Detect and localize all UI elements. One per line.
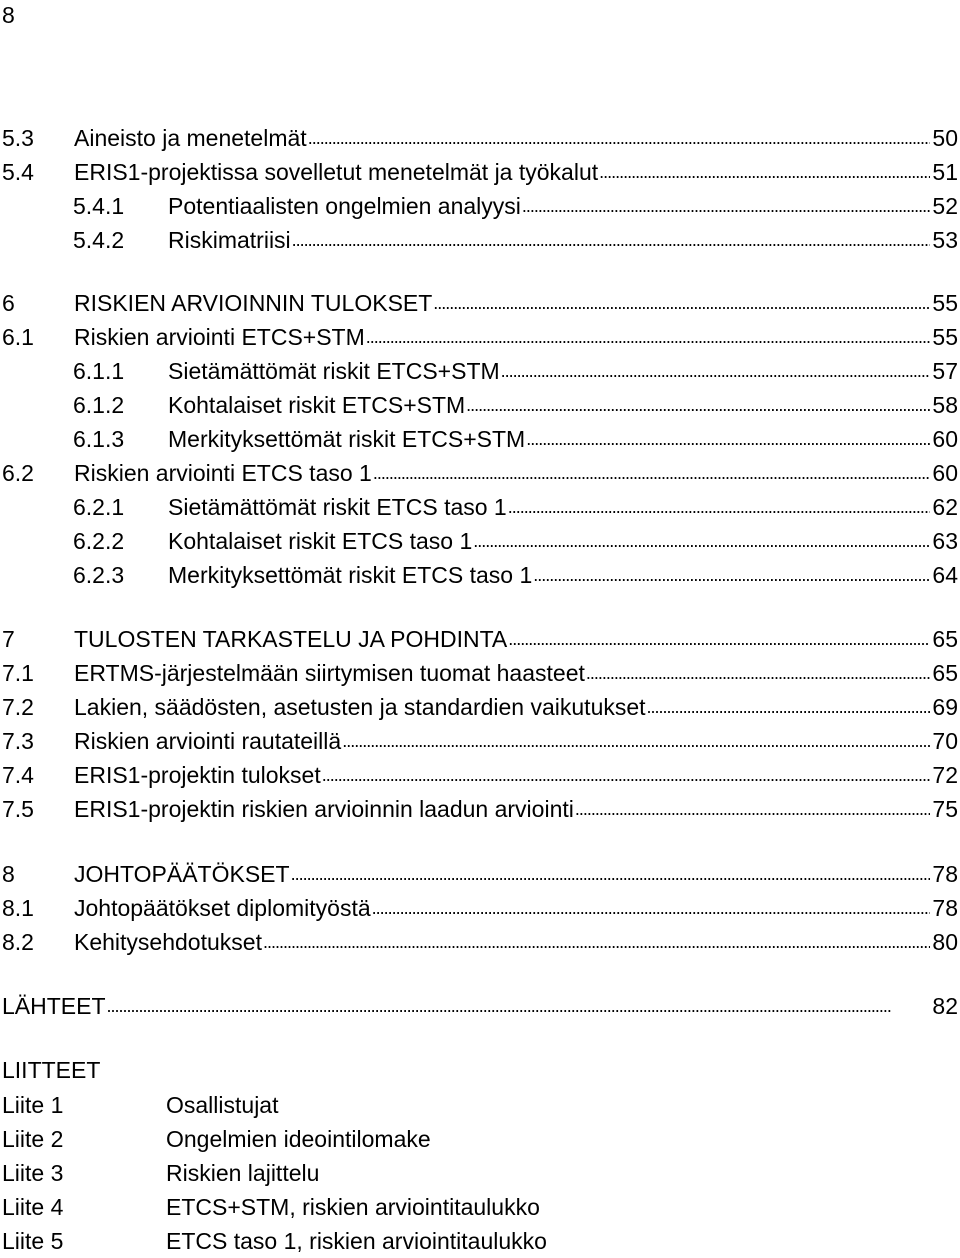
toc-leader-dots <box>526 424 930 454</box>
toc-entry-title: Kehitysehdotukset <box>74 929 262 955</box>
toc-entry[interactable] <box>0 225 958 255</box>
toc-leader-dots <box>466 390 930 420</box>
toc-entry-number: 7.3 <box>2 728 34 754</box>
toc-entry-number: 6.1.1 <box>73 358 125 384</box>
toc-entry[interactable] <box>0 893 958 923</box>
toc-entry-title: Potentiaalisten ongelmien analyysi <box>168 193 521 219</box>
toc-entry-number: 7.5 <box>2 796 34 822</box>
toc-entry-number: 5.4.1 <box>73 193 125 219</box>
toc-entry[interactable] <box>0 288 958 318</box>
toc-entry-title: Kohtalaiset riskit ETCS+STM <box>168 392 466 418</box>
toc-entry-title: TULOSTEN TARKASTELU JA POHDINTA <box>74 626 508 652</box>
toc-leader-dots <box>372 893 931 923</box>
toc-entry-number: 8.2 <box>2 929 34 955</box>
appendix-title: ETCS taso 1, riskien arviointitaulukko <box>166 1228 547 1254</box>
toc-entry-page: 50 <box>932 125 958 151</box>
toc-leader-dots <box>366 322 931 352</box>
toc-entry-page: 57 <box>932 358 958 384</box>
toc-entry-page: 62 <box>932 494 958 520</box>
toc-entry-number: 6.1 <box>2 324 34 350</box>
toc-entry-number: 8 <box>2 861 15 887</box>
toc-entry-number: 6.2 <box>2 460 34 486</box>
toc-entry[interactable] <box>0 726 958 756</box>
toc-entry[interactable] <box>0 859 958 889</box>
toc-entry-title: JOHTOPÄÄTÖKSET <box>74 861 290 887</box>
toc-leader-dots <box>263 927 930 957</box>
toc-entry-page: 72 <box>932 762 958 788</box>
appendix-label: Liite 3 <box>2 1160 64 1186</box>
toc-entry-page: 55 <box>932 324 958 350</box>
toc-entry-page: 55 <box>932 290 958 316</box>
toc-leader-dots <box>575 794 931 824</box>
page-number: 8 <box>2 2 15 28</box>
toc-entry-title: ERIS1-projektin tulokset <box>74 762 321 788</box>
toc-entry-number: 6 <box>2 290 15 316</box>
toc-entry[interactable] <box>0 157 958 187</box>
toc-entry-page: 82 <box>932 993 958 1019</box>
toc-entry-references[interactable] <box>0 991 958 1021</box>
appendix-title: Ongelmien ideointilomake <box>166 1126 431 1152</box>
toc-entry-title: Lakien, säädösten, asetusten ja standardien vaikutukset <box>74 694 646 720</box>
appendix-label: Liite 5 <box>2 1228 64 1254</box>
toc-entry-title: Johtopäätökset diplomityöstä <box>74 895 371 921</box>
toc-entry-title: ERTMS-järjestelmään siirtymisen tuomat haasteet <box>74 660 585 686</box>
toc-leader-dots <box>107 991 931 1021</box>
toc-leader-dots <box>473 526 930 556</box>
toc-entry[interactable] <box>0 692 958 722</box>
toc-entry[interactable] <box>0 191 958 221</box>
toc-entry-number: 7.2 <box>2 694 34 720</box>
toc-entry-page: 64 <box>932 562 958 588</box>
toc-entry-number: 7 <box>2 626 15 652</box>
toc-entry-title: LÄHTEET <box>2 993 106 1019</box>
toc-leader-dots <box>322 760 931 790</box>
appendix-title: Osallistujat <box>166 1092 279 1118</box>
toc-leader-dots <box>508 624 930 654</box>
toc-entry[interactable] <box>0 560 958 590</box>
toc-entry-title: Riskimatriisi <box>168 227 291 253</box>
toc-leader-dots <box>308 123 931 153</box>
toc-entry-title: Merkityksettömät riskit ETCS taso 1 <box>168 562 533 588</box>
toc-entry[interactable] <box>0 927 958 957</box>
toc-entry-number: 6.1.3 <box>73 426 125 452</box>
toc-entry-page: 65 <box>932 660 958 686</box>
toc-entry-page: 69 <box>932 694 958 720</box>
toc-entry[interactable] <box>0 458 958 488</box>
toc-entry-number: 5.3 <box>2 125 34 151</box>
toc-entry[interactable] <box>0 624 958 654</box>
toc-leader-dots <box>501 356 931 386</box>
toc-entry-number: 5.4.2 <box>73 227 125 253</box>
toc-entry-number: 6.2.3 <box>73 562 125 588</box>
toc-entry-page: 75 <box>932 796 958 822</box>
toc-entry-number: 7.1 <box>2 660 34 686</box>
toc-entry-title: Riskien arviointi rautateillä <box>74 728 342 754</box>
toc-entry-page: 65 <box>932 626 958 652</box>
toc-leader-dots <box>522 191 931 221</box>
toc-leader-dots <box>533 560 930 590</box>
toc-entry-title: ERIS1-projektin riskien arvioinnin laadun arviointi <box>74 796 574 822</box>
toc-entry[interactable] <box>0 322 958 352</box>
appendix-title: Riskien lajittelu <box>166 1160 320 1186</box>
toc-entry[interactable] <box>0 526 958 556</box>
toc-entry-title: Sietämättömät riskit ETCS+STM <box>168 358 500 384</box>
toc-leader-dots <box>433 288 930 318</box>
toc-leader-dots <box>342 726 930 756</box>
toc-entry-number: 6.1.2 <box>73 392 125 418</box>
toc-leader-dots <box>292 225 931 255</box>
toc-entry[interactable] <box>0 424 958 454</box>
toc-entry-page: 70 <box>932 728 958 754</box>
toc-entry-number: 7.4 <box>2 762 34 788</box>
toc-entry-title: Sietämättömät riskit ETCS taso 1 <box>168 494 507 520</box>
toc-entry-title: ERIS1-projektissa sovelletut menetelmät ja työkalut <box>74 159 599 185</box>
toc-leader-dots <box>291 859 931 889</box>
toc-entry-page: 60 <box>932 426 958 452</box>
toc-entry-title: Riskien arviointi ETCS taso 1 <box>74 460 372 486</box>
appendix-title: ETCS+STM, riskien arviointitaulukko <box>166 1194 540 1220</box>
toc-entry[interactable] <box>0 794 958 824</box>
appendix-label: Liite 4 <box>2 1194 64 1220</box>
toc-entry-page: 53 <box>932 227 958 253</box>
toc-entry[interactable] <box>0 658 958 688</box>
toc-entry-page: 78 <box>932 861 958 887</box>
toc-entry-page: 60 <box>932 460 958 486</box>
toc-leader-dots <box>599 157 930 187</box>
toc-entry[interactable] <box>0 356 958 386</box>
toc-entry-number: 5.4 <box>2 159 34 185</box>
toc-leader-dots <box>508 492 931 522</box>
toc-entry-title: RISKIEN ARVIOINNIN TULOKSET <box>74 290 433 316</box>
toc-entry-page: 58 <box>932 392 958 418</box>
toc-entry-title: Kohtalaiset riskit ETCS taso 1 <box>168 528 473 554</box>
toc-entry[interactable] <box>0 492 958 522</box>
toc-leader-dots <box>586 658 931 688</box>
toc-entry-page: 63 <box>932 528 958 554</box>
toc-entry-page: 80 <box>932 929 958 955</box>
toc-entry-title: Merkityksettömät riskit ETCS+STM <box>168 426 526 452</box>
toc-entry[interactable] <box>0 760 958 790</box>
toc-entry-page: 52 <box>932 193 958 219</box>
toc-entry[interactable] <box>0 390 958 420</box>
toc-entry-number: 8.1 <box>2 895 34 921</box>
appendix-label: Liite 1 <box>2 1092 64 1118</box>
toc-leader-dots <box>647 692 931 722</box>
toc-entry-title: Riskien arviointi ETCS+STM <box>74 324 365 350</box>
toc-entry[interactable] <box>0 123 958 153</box>
appendix-label: Liite 2 <box>2 1126 64 1152</box>
toc-entry-number: 6.2.2 <box>73 528 125 554</box>
toc-entry-number: 6.2.1 <box>73 494 125 520</box>
toc-entry-title: Aineisto ja menetelmät <box>74 125 307 151</box>
toc-leader-dots <box>373 458 931 488</box>
appendices-heading: LIITTEET <box>2 1057 101 1083</box>
toc-entry-page: 78 <box>932 895 958 921</box>
toc-entry-page: 51 <box>932 159 958 185</box>
